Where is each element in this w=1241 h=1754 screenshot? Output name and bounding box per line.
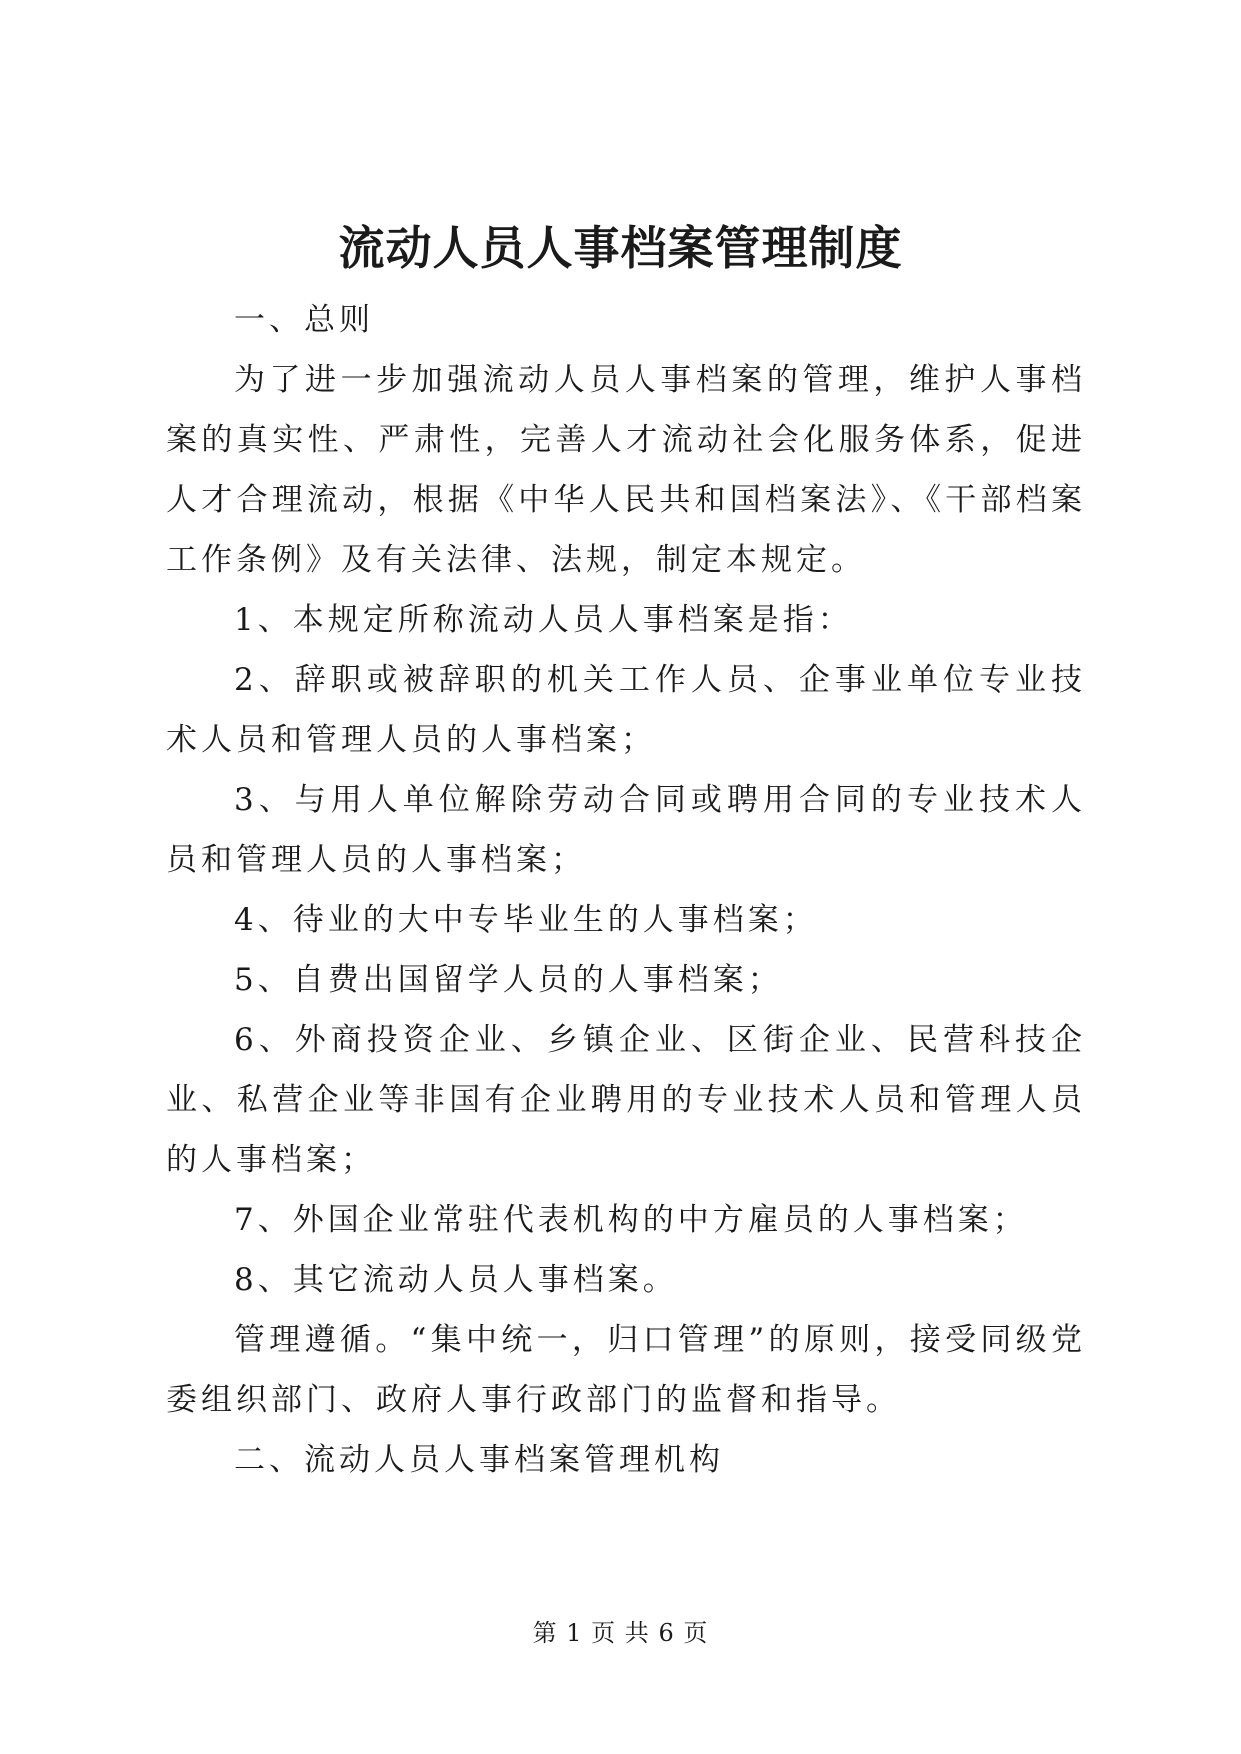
- list-item-3: 3、与用人单位解除劳动合同或聘用合同的专业技术人员和管理人员的人事档案；: [166, 782, 1086, 878]
- document-title: 流动人员人事档案管理制度: [338, 221, 903, 275]
- list-item-4: 4、待业的大中专毕业生的人事档案；: [234, 902, 818, 938]
- document-body: [166, 290, 1086, 1490]
- section-heading-general: 一、总则: [234, 302, 374, 338]
- list-item-6: 6、外商投资企业、乡镇企业、区街企业、民营科技企业、私营企业等非国有企业聘用的专业技术人员和管理人员的人事档案；: [166, 1022, 1086, 1178]
- list-item-7: 7、外国企业常驻代表机构的中方雇员的人事档案；: [234, 1202, 1028, 1238]
- list-item-2: 2、辞职或被辞职的机关工作人员、企事业单位专业技术人员和管理人员的人事档案；: [166, 662, 1086, 758]
- paragraph-purpose: 为了进一步加强流动人员人事档案的管理，维护人事档案的真实性、严肃性，完善人才流动社会化服务体系，促进人才合理流动，根据《中华人民共和国档案法》、《干部档案工作条例》及有关法律、法规，制定本规定。: [166, 362, 1086, 578]
- list-item-8: 8、其它流动人员人事档案。: [234, 1262, 678, 1298]
- section-heading-agency: 二、流动人员人事档案管理机构: [234, 1442, 724, 1478]
- paragraph-management-principle: 管理遵循。“集中统一，归口管理”的原则，接受同级党委组织部门、政府人事行政部门的监督和指导。: [166, 1322, 1086, 1418]
- page-footer: 第 1 页 共 6 页: [532, 1619, 709, 1647]
- list-item-1: 1、本规定所称流动人员人事档案是指：: [234, 602, 853, 638]
- list-item-5: 5、自费出国留学人员的人事档案；: [234, 962, 783, 998]
